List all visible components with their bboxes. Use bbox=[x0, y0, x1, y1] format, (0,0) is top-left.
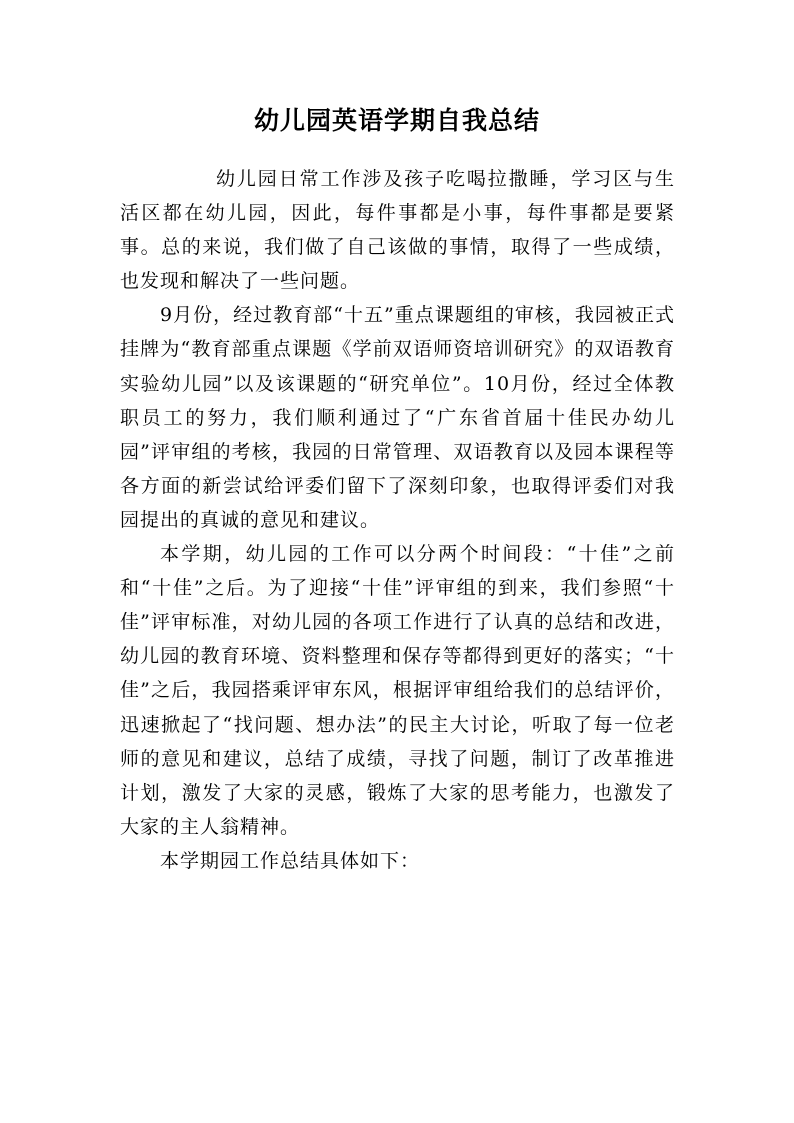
paragraph-summary-intro: 本学期园工作总结具体如下： bbox=[160, 849, 421, 872]
paragraph-september-october: 9月份，经过教育部“十五”重点课题组的审核，我园被正式挂牌为“教育部重点课题《学前双语师资培训研究》的双语教育实验幼儿园”以及该课题的“研究单位”。10月份，经过全体教职员工的努力，我们顺利通过了“广东省首届十佳民办幼儿园”评审组的考核，我园的日常管理、双语教育以及园本课程等各方面的新尝试给评委们留下了深刻印象，也取得评委们对我园提出的真诚的意见和建议。 bbox=[120, 304, 675, 531]
document-title: 幼儿园英语学期自我总结 bbox=[253, 106, 540, 135]
paragraph-semester-periods: 本学期，幼儿园的工作可以分两个时间段：“十佳”之前和“十佳”之后。为了迎接“十佳”评审组的到来，我们参照“十佳”评审标准，对幼儿园的各项工作进行了认真的总结和改进，幼儿园的教育环境、资料整理和保存等都得到更好的落实；“十佳”之后，我园搭乘评审东风，根据评审组给我们的总结评价，迅速掀起了“找问题、想办法”的民主大讨论，听取了每一位老师的意见和建议，总结了成绩，寻找了问题，制订了改革推进计划，激发了大家的灵感，锻炼了大家的思考能力，也激发了大家的主人翁精神。 bbox=[120, 543, 675, 838]
paragraph-intro: 幼儿园日常工作涉及孩子吃喝拉撒睡，学习区与生活区都在幼儿园，因此，每件事都是小事，每件事都是要紧事。总的来说，我们做了自己该做的事情，取得了一些成绩，也发现和解决了一些问题。 bbox=[120, 168, 675, 293]
document-body bbox=[120, 162, 675, 878]
